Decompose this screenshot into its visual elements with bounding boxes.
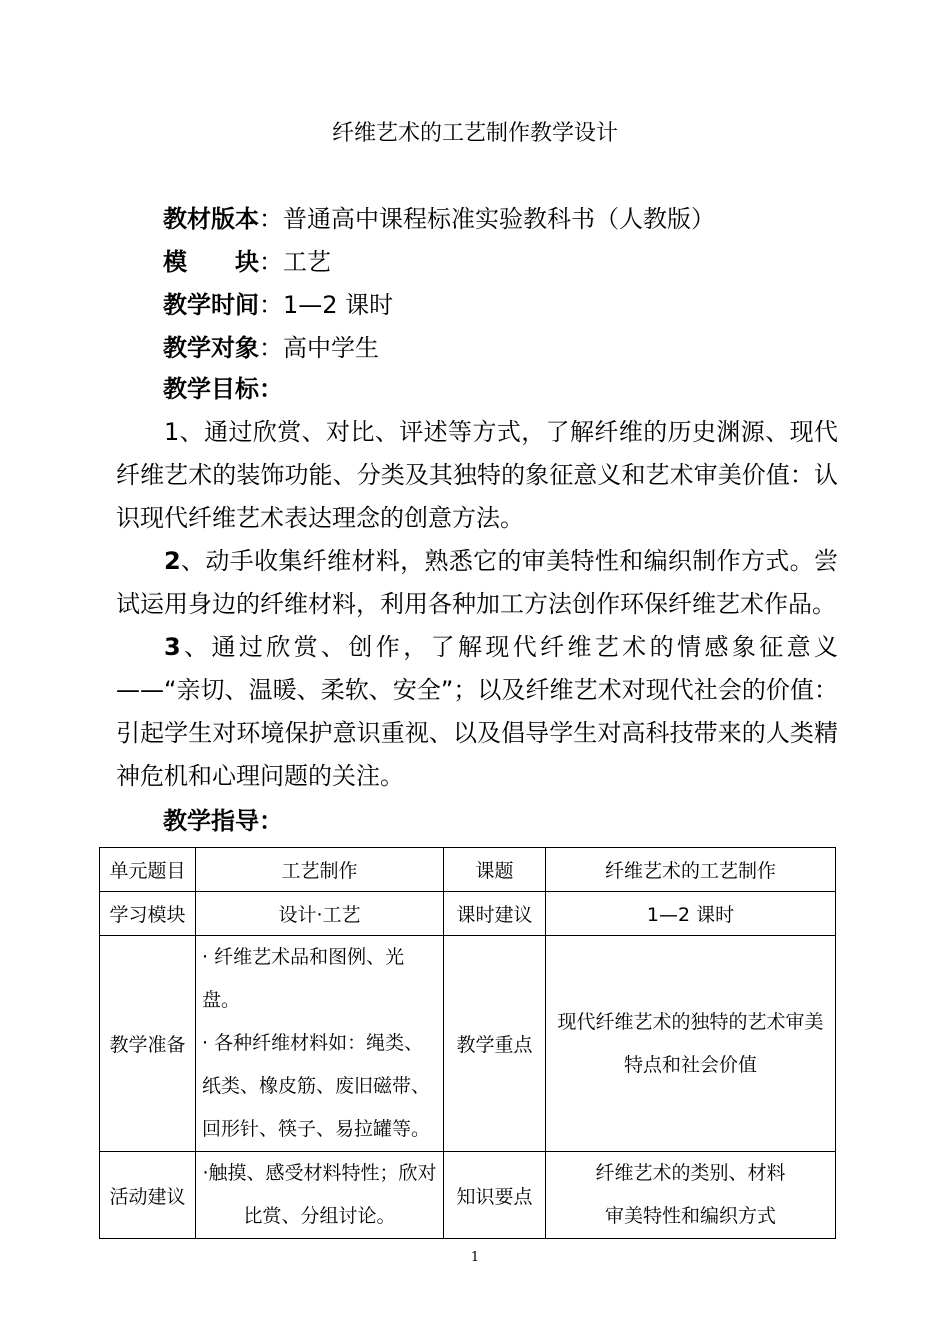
time-label: 教学时间 <box>163 291 259 319</box>
meta-audience <box>163 331 379 365</box>
cell-line: 审美特性和编织方式 <box>604 1205 776 1227</box>
cell-line: ·触摸、感受材料特性；欣对 <box>202 1162 437 1184</box>
page-number: 1 <box>470 1250 480 1265</box>
table-cell: 活动建议 <box>100 1152 196 1239</box>
goal-paragraph-3 <box>116 626 838 798</box>
table-cell: 工艺制作 <box>196 848 444 892</box>
edition-label: 教材版本 <box>163 205 259 233</box>
table-row <box>100 936 836 1152</box>
edition-value: ：普通高中课程标准实验教科书（人教版） <box>259 205 715 233</box>
table-cell <box>196 936 444 1152</box>
cell-line: · 纤维艺术品和图例、光盘。 <box>202 946 405 1011</box>
table-row <box>100 848 836 892</box>
table-cell <box>196 1152 444 1239</box>
goal-paragraph-1 <box>116 411 838 540</box>
goal-number: 3 <box>164 633 181 661</box>
goal-text: 、通过欣赏、创作，了解现代纤维艺术的情感象征意义——“亲切、温暖、柔软、安全”；以及纤维艺术对现代社会的价值：引起学生对环境保护意识重视、以及倡导学生对高科技带来的人类精神危机和心理问题的关注。 <box>116 633 838 790</box>
goal-text: 、通过欣赏、对比、评述等方式，了解纤维的历史渊源、现代纤维艺术的装饰功能、分类及其独特的象征意义和艺术审美价值：认识现代纤维艺术表达理念的创意方法。 <box>116 418 838 532</box>
meta-edition <box>163 202 715 236</box>
module-label <box>163 245 259 279</box>
cell-line: 回形针、筷子、易拉罐等。 <box>202 1118 431 1140</box>
audience-label: 教学对象 <box>163 334 259 362</box>
goals-heading: 教学目标： <box>163 375 283 403</box>
module-label-1: 模 <box>163 248 187 276</box>
table-cell: 设计·工艺 <box>196 892 444 936</box>
cell-line: · 各种纤维材料如：绳类、 <box>202 1032 424 1054</box>
table-cell: 课题 <box>444 848 546 892</box>
module-label-2: 块 <box>235 248 259 276</box>
document-title: 纤维艺术的工艺制作教学设计 <box>331 121 618 146</box>
module-value: ：工艺 <box>259 248 331 276</box>
goal-text: 、动手收集纤维材料，熟悉它的审美特性和编织制作方式。尝试运用身边的纤维材料，利用各种加工方法创作环保纤维艺术作品。 <box>116 547 838 618</box>
table-cell: 教学重点 <box>444 936 546 1152</box>
table-cell: 单元题目 <box>100 848 196 892</box>
cell-line: 比赏、分组讨论。 <box>243 1205 396 1227</box>
table-cell: 教学准备 <box>100 936 196 1152</box>
table-cell: 1—2 课时 <box>546 892 836 936</box>
table-cell <box>546 936 836 1152</box>
cell-line: 纸类、橡皮筋、废旧磁带、 <box>202 1075 431 1097</box>
cell-line: 纤维艺术的类别、材料 <box>595 1162 786 1184</box>
goal-number: 1 <box>164 418 180 446</box>
goal-paragraph-2 <box>116 540 838 626</box>
table-row <box>100 892 836 936</box>
meta-module <box>163 245 331 279</box>
guide-heading: 教学指导： <box>163 807 283 835</box>
goal-number: 2 <box>164 547 181 575</box>
time-value: ：1—2 课时 <box>259 291 394 319</box>
table-row <box>100 1152 836 1239</box>
table-cell: 课时建议 <box>444 892 546 936</box>
cell-line: 现代纤维艺术的独特的艺术审美 <box>557 1010 824 1033</box>
audience-value: ：高中学生 <box>259 334 379 362</box>
table-cell: 纤维艺术的工艺制作 <box>546 848 836 892</box>
table-cell: 知识要点 <box>444 1152 546 1239</box>
cell-line: 特点和社会价值 <box>623 1053 757 1076</box>
meta-time <box>163 288 393 322</box>
table-cell <box>546 1152 836 1239</box>
table-cell: 学习模块 <box>100 892 196 936</box>
guide-table <box>99 847 836 1239</box>
